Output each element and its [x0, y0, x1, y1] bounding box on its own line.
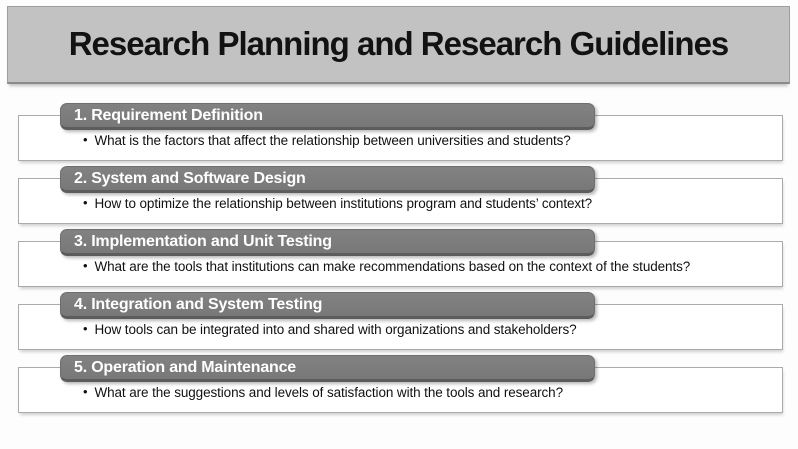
- sections-list: [0, 103, 798, 418]
- section-header-bar: [60, 292, 595, 319]
- section-header-bar: [60, 166, 595, 193]
- bullet-line: [83, 196, 772, 211]
- section-integration-system-testing: [0, 292, 798, 355]
- bullet-dot-icon: •: [83, 321, 88, 336]
- section-header-bar: [60, 229, 595, 256]
- section-requirement-definition: [0, 103, 798, 166]
- section-implementation-unit-testing: [0, 229, 798, 292]
- bullet-dot-icon: •: [83, 132, 88, 147]
- bullet-line: [83, 259, 772, 274]
- section-header-label: 5. Operation and Maintenance: [74, 358, 297, 376]
- title-banner: [7, 6, 790, 84]
- section-question: What are the tools that institutions can make recommendations based on the context of the students?: [94, 259, 691, 274]
- slide-title: Research Planning and Research Guidelines: [68, 24, 729, 62]
- section-question: How to optimize the relationship between institutions program and students’ context?: [94, 196, 593, 211]
- section-operation-maintenance: [0, 355, 798, 418]
- section-system-software-design: [0, 166, 798, 229]
- section-header-label: 1. Requirement Definition: [74, 106, 263, 124]
- section-header-bar: [60, 355, 595, 382]
- bullet-line: [83, 133, 772, 148]
- bullet-line: [83, 385, 772, 400]
- bullet-line: [83, 322, 772, 337]
- section-header-bar: [60, 103, 595, 130]
- section-question: How tools can be integrated into and shared with organizations and stakeholders?: [94, 322, 577, 337]
- section-header-label: 3. Implementation and Unit Testing: [74, 232, 332, 250]
- section-header-label: 4. Integration and System Testing: [74, 295, 323, 313]
- section-header-label: 2. System and Software Design: [74, 169, 306, 187]
- bullet-dot-icon: •: [83, 258, 88, 273]
- section-question: What are the suggestions and levels of satisfaction with the tools and research?: [94, 385, 563, 400]
- bullet-dot-icon: •: [83, 195, 88, 210]
- bullet-dot-icon: •: [83, 384, 88, 399]
- section-question: What is the factors that affect the relationship between universities and students?: [94, 133, 571, 148]
